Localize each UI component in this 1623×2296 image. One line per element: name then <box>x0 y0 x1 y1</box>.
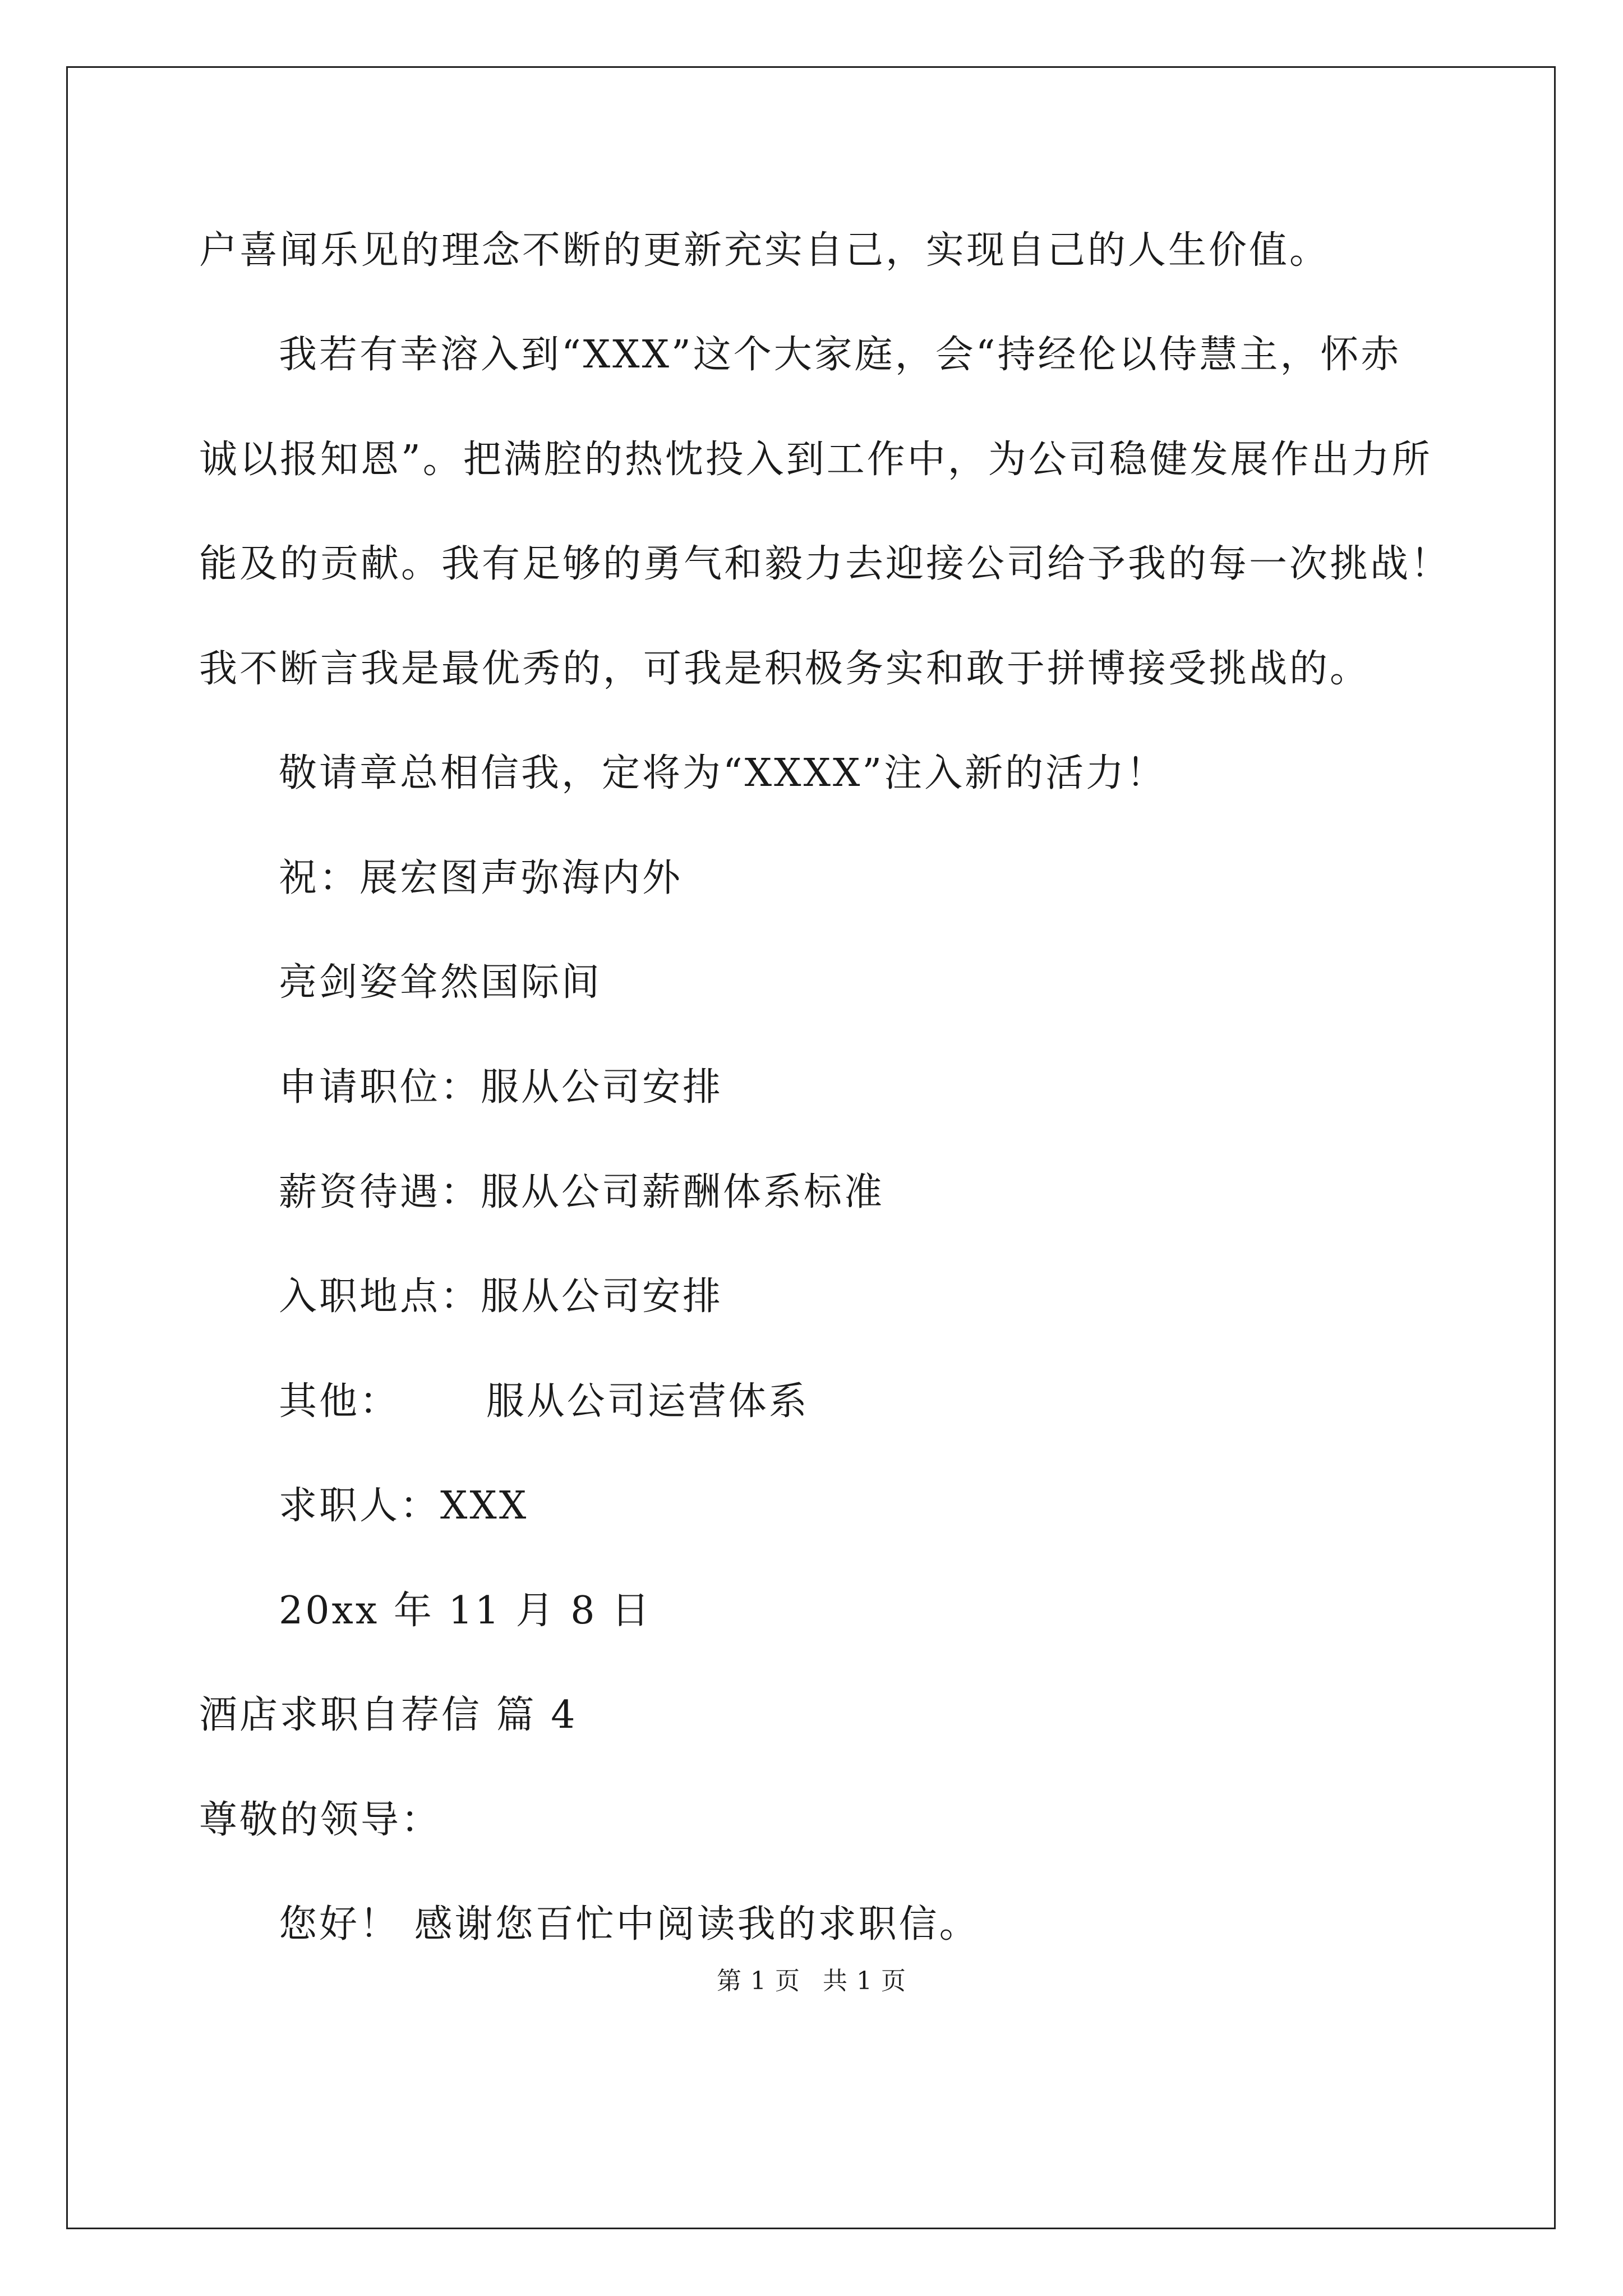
paragraph-line: 敬请章总相信我，定将为“XXXX”注入新的活力！ <box>279 751 1167 795</box>
page-total: 共 1 页 <box>823 1967 906 1995</box>
application-field-location: 入职地点：服从公司安排 <box>279 1274 723 1319</box>
section-heading: 酒店求职自荐信 篇 4 <box>199 1693 578 1737</box>
paragraph-line: 您好！ 感谢您百忙中阅读我的求职信。 <box>279 1902 980 1947</box>
application-field-salary: 薪资待遇：服从公司薪酬体系标准 <box>279 1170 885 1214</box>
letter-date: 20xx 年 11 月 8 日 <box>279 1589 652 1633</box>
paragraph-line: 我不断言我是最优秀的，可我是积极务实和敢于拼博接受挑战的。 <box>199 647 1371 691</box>
greeting-line: 祝：展宏图声弥海内外 <box>279 856 683 900</box>
paragraph-line: 能及的贡献。我有足够的勇气和毅力去迎接公司给予我的每一次挑战！ <box>199 542 1451 586</box>
page-number: 第 1 页 <box>717 1967 800 1995</box>
paragraph-line: 我若有幸溶入到“XXX”这个大家庭，会“持经伦以侍慧主，怀赤 <box>279 333 1401 377</box>
paragraph-line: 诚以报知恩”。把满腔的热忱投入到工作中，为公司稳健发展作出力所 <box>199 438 1432 482</box>
page-footer <box>0 1966 1623 1997</box>
salutation: 尊敬的领导： <box>199 1798 442 1842</box>
greeting-line: 亮剑姿耸然国际间 <box>279 960 602 1005</box>
paragraph-line: 户喜闻乐见的理念不断的更新充实自己，实现自己的人生价值。 <box>199 228 1330 273</box>
applicant-signature: 求职人：XXX <box>279 1484 529 1528</box>
application-field-other: 其他： 服从公司运营体系 <box>279 1379 809 1424</box>
application-field-position: 申请职位：服从公司安排 <box>279 1065 723 1110</box>
